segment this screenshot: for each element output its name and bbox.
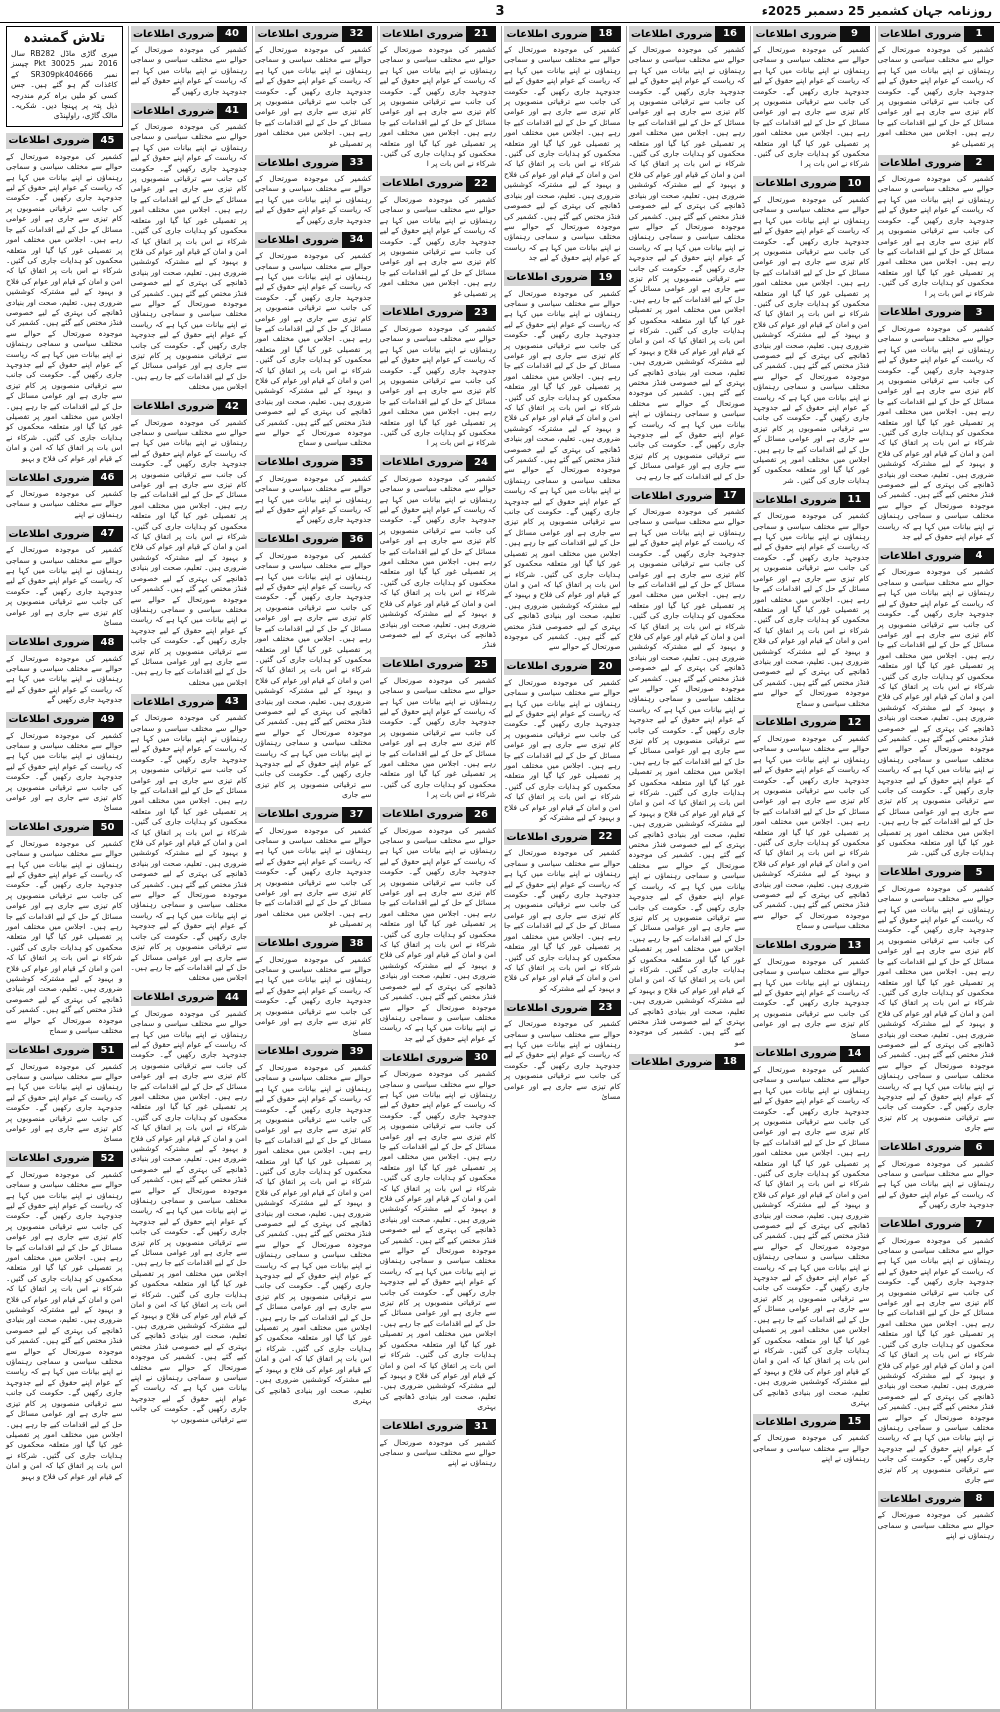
- notice-number: 35: [342, 455, 372, 471]
- notice-header: [6, 712, 123, 728]
- notice-item: [504, 26, 621, 264]
- notice-label: ضروری اطلاعات: [630, 490, 713, 502]
- notice-number: 13: [840, 938, 870, 954]
- notice-header: [131, 26, 248, 42]
- news-column: [501, 26, 623, 1712]
- notice-number: 15: [840, 1414, 870, 1430]
- notice-body: کشمیر کی موجودہ صورتحال کے حوالے سے مختلف سیاسی و سماجی رہنماؤں نے اپنے بیانات میں کہا ہے کہ ریاست کے عوام اپنے حقوق کے لیے جدوجہد جاری رکھیں گے۔ حکومت کی جانب سے ترقیاتی منصوبوں پر کام تیزی سے جاری ہے اور عوامی مسائ: [6, 545, 123, 628]
- notice-item: [504, 270, 621, 653]
- notice-number: 49: [93, 712, 123, 728]
- notice-item: [753, 715, 870, 932]
- notice-label: ضروری اطلاعات: [755, 940, 838, 952]
- notice-header: [255, 26, 372, 42]
- notice-header: [255, 936, 372, 952]
- notice-header: [255, 232, 372, 248]
- notice-body: کشمیر کی موجودہ صورتحال کے حوالے سے مختلف سیاسی و سماجی رہنماؤں نے اپنے بیانات میں کہا ہے کہ ریاست کے عوام اپنے حقوق کے لیے جدوجہد جاری رکھیں گے۔ حکومت کی جانب سے ترقیاتی منصوبوں پر کام تیزی سے جاری ہے اور عوامی مسائل کے حل کے لیے اقدامات کیے جا رہے ہیں۔ اجلاس میں مختلف امور پر تفصیلی غور کیا گیا اور متعلقہ محکموں کو ہدایات جاری کی گئیں۔ شرکاء نے اس بات پر اتفاق کیا کہ امن و امان کے قیام اور عوام کی فلاح و بہبود کے لیے مشترکہ کوششیں ضروری ہیں۔ تعلیم، صحت اور بنیادی ڈھانچے کی بہتری کے لیے خصوصی فنڈز مختص کیے گئے ہیں۔ کشمیر کی موجودہ صورتحال کے حوالے سے مختلف سیاسی و سماجی رہنماؤں نے اپنے بیانات میں کہا ہے کہ ریاست کے عوام اپنے حقوق کے لیے جدوجہد جاری رکھیں گے۔ حکومت کی جانب سے ترقیاتی منصوبوں پر کام تیزی سے جاری ہے اور عوامی مسائل کے حل کے لیے اقدامات کیے جا رہے ہیں۔ اجلاس میں مختلف: [130, 713, 247, 983]
- notice-label: ضروری اطلاعات: [755, 28, 838, 40]
- notice-label: ضروری اطلاعات: [381, 307, 464, 319]
- notice-label: ضروری اطلاعات: [257, 534, 340, 546]
- notice-number: 42: [217, 399, 247, 415]
- notice-label: ضروری اطلاعات: [8, 1153, 91, 1165]
- notice-number: 25: [466, 657, 496, 673]
- notice-item: [6, 470, 123, 520]
- notice-header: [753, 26, 870, 42]
- notice-number: 23: [466, 305, 496, 321]
- notice-item: [878, 26, 995, 149]
- news-column: [252, 26, 374, 1712]
- notice-header: [629, 26, 746, 42]
- notice-number: 38: [342, 936, 372, 952]
- notice-label: ضروری اطلاعات: [381, 1421, 464, 1433]
- notice-body: کشمیر کی موجودہ صورتحال کے حوالے سے مختلف سیاسی و سماجی رہنماؤں نے اپنے بیانات میں کہا ہے کہ ریاست کے عوام اپنے حقوق کے لیے جدوجہد جاری رکھیں گے۔ حکومت کی جانب سے ترقیاتی منصوبوں پر کام تیزی سے جاری ہے اور عوامی مسائل کے حل کے لیے اقدامات کیے جا رہے ہیں۔ اجلاس میں مختلف امور پر تفصیلی غور کیا گیا اور متعلقہ محکموں کو ہدایات جاری کی گئیں۔ شرکاء نے اس بات پر اتفاق کیا کہ امن و امان کے قیام اور عوام کی فلاح و بہبود کے لیے مشترکہ کوششیں ضروری ہیں۔ تعلیم، صحت اور بنیادی ڈھانچے کی بہتری کے لیے خصوصی فنڈز مختص کیے گئے ہیں۔ کشمیر کی موجودہ صورتحال کے حوالے سے مختلف سیاسی و سماجی رہنماؤں نے اپنے بیانات میں کہا ہے کہ ریاست کے عوام اپنے حقوق کے لیے جد: [504, 45, 621, 263]
- notice-number: 6: [964, 1140, 994, 1156]
- notice-number: 9: [840, 26, 870, 42]
- notice-label: ضروری اطلاعات: [257, 1046, 340, 1058]
- notice-label: ضروری اطلاعات: [257, 234, 340, 246]
- notice-label: ضروری اطلاعات: [879, 1142, 962, 1154]
- notice-body: کشمیر کی موجودہ صورتحال کے حوالے سے مختلف سیاسی و سماجی رہنماؤں نے اپنے بیانات میں کہا ہے کہ ریاست کے عوام اپنے حقوق کے لیے جدوجہد جاری رکھیں گے۔ حکومت کی جانب سے ترقیاتی منصوبوں پر کام تیزی سے جاری ہے اور عوامی مسائل کے حل کے لیے اقدامات کیے جا رہے ہیں۔ اجلاس میں مختلف امور پر تفصیلی غور کیا گیا اور متعلقہ محکموں کو ہدایات جاری کی گئیں۔ شرکاء نے اس بات پر اتفاق کیا کہ امن و امان کے قیام اور عوام کی فلاح و بہبود کے لیے مشترکہ کوششیں ضروری ہیں۔ تعلیم، صحت اور بنیادی ڈھانچے کی بہتری کے لیے خصوصی فنڈز مختص کیے گئے ہیں۔ کشمیر کی موجودہ صورتحال کے حوالے سے مختلف سیاسی و سماج: [753, 733, 870, 931]
- notice-header: [255, 1044, 372, 1060]
- notice-body: کشمیر کی موجودہ صورتحال کے حوالے سے مختلف سیاسی و سماجی رہنماؤں نے اپنے بیانات میں کہا ہے کہ ریاست کے عوام اپنے حقوق کے لیے جدوجہد جاری رکھیں گے۔ حکومت کی جانب سے ترقیاتی منصوبوں پر کام تیزی سے جاری ہے اور عوامی مسائل کے حل کے لیے اقدامات کیے جا رہے ہیں۔ اجلاس میں مختلف امور پر تفصیلی غور کیا گیا اور متعلقہ محکموں کو ہدایات جاری کی گئیں۔ شرکاء نے اس بات پر اتفاق کیا کہ امن و امان کے قیام اور عوام کی فلاح و بہبود کے لیے مشترکہ کوششیں ضروری ہیں۔ تعلیم، صحت اور بنیادی ڈھانچے کی بہتری کے لیے خصوصی فنڈز مختص کیے گئے ہیں۔ کشمیر کی موجودہ صورتحال کے حوالے سے مختلف سیاسی و سماج: [6, 838, 123, 1036]
- notice-header: [629, 1054, 746, 1070]
- notice-body: کشمیر کی موجودہ صورتحال کے حوالے سے مختلف سیاسی و سماجی رہنماؤں نے اپنے بیانات میں کہا ہے کہ ریاست کے عوام اپنے حقوق کے لیے جدوجہد جاری رکھیں گے۔ حکومت کی جانب سے ترقیاتی منصوبوں پر کام تیزی سے جاری ہے اور عوامی مسائل کے حل کے لیے اقدامات کیے جا رہے ہیں۔ اجلاس میں مختلف امور پر تفصیلی غور کیا گیا اور متعلقہ محکموں کو ہدایات جاری کی گئیں۔ شرکاء نے اس بات پر اتفاق کیا کہ امن و امان کے قیام اور عوام کی فلاح و بہبود کے لیے مشترکہ کوششیں ضروری ہیں۔ تعلیم، صحت اور بنیادی ڈھانچے کی بہتری کے لیے خصوصی فنڈز مختص کیے گئے ہیں۔ کشمیر کی موجودہ صورتحال کے حوالے سے مختلف سیاسی و سماجی رہنماؤں نے اپنے بیانات میں کہا ہے کہ ریاست کے عوام اپنے حقوق کے لیے جد: [379, 825, 496, 1043]
- notice-label: ضروری اطلاعات: [755, 1416, 838, 1428]
- notice-number: 45: [93, 133, 123, 149]
- page-number: 3: [495, 3, 505, 19]
- notice-number: 16: [715, 26, 745, 42]
- notice-number: 20: [591, 659, 621, 675]
- notice-header: [878, 1217, 995, 1233]
- notice-item: [6, 635, 123, 706]
- notice-body: کشمیر کی موجودہ صورتحال کے حوالے سے مختلف سیاسی و سماجی رہنماؤں نے اپنے: [877, 1510, 994, 1541]
- notice-body: کشمیر کی موجودہ صورتحال کے حوالے سے مختلف سیاسی و سماجی رہنماؤں نے اپنے بیانات میں کہا ہے کہ ریاست کے عوام اپنے حقوق کے لیے جدوجہد جاری رکھیں گے۔ حکومت کی جانب سے ترقیاتی منصوبوں پر کام تیزی سے جاری ہے اور عوامی مسائل کے حل کے لیے اقدامات کیے جا رہے ہیں۔ اجلاس میں مختلف امور پر تفصیلی غور کیا گیا اور متعلقہ محکموں کو ہدایات جاری کی گئیں۔ شرکاء نے اس بات پر اتفاق کیا کہ امن و امان کے قیام اور عوام کی فلاح و بہبود کے لیے مشترکہ کوششیں ضروری ہیں۔ تعلیم، صحت اور بنیادی ڈھانچے کی بہتری کے لیے خصوصی فنڈز مختص کیے گئے ہیں۔ کشمیر کی موجودہ صورتحال کے حوالے سے مختلف سیاسی و سماجی رہنماؤں نے اپنے بیانات میں کہا ہے کہ ریاست کے عوام اپنے حقوق کے لیے جدوجہد جاری رکھیں گے۔ حکومت کی جانب سے ترقیاتی منصوبوں پر کام تیزی سے جاری ہے اور عوامی مسائل کے حل کے لیے اقدامات کیے جا رہے ہیں۔ اجلاس میں مختلف امور پر تفصیلی غور کیا گیا اور متعلقہ محکموں کو ہدایات جاری کی گئیں۔ شرکاء نے اس بات پر اتفاق کیا کہ امن و امان کے قیام اور عوام کی فلاح و بہبود کے لیے مشترکہ کوششیں ضروری ہیں۔ تعلیم، صحت اور بنیادی ڈھانچے کی بہتری: [255, 1062, 372, 1405]
- notice-body: کشمیر کی موجودہ صورتحال کے حوالے سے مختلف سیاسی و سماجی رہنماؤں نے اپنے بیانات میں کہا ہے کہ ریاست کے عوام اپنے حقوق کے لیے جدوجہد جاری رکھیں گے۔ حکومت کی جانب سے ترقیاتی منصوبوں پر کام تیزی سے جاری ہے اور عوامی مسائل کے حل کے لیے اقدامات کیے جا رہے ہیں۔ اجلاس میں مختلف امور پر تفصیلی غور کیا گیا اور متعلقہ محکموں کو ہدایات جاری کی گئیں۔ شرکاء نے اس بات پر اتفاق کیا کہ امن و امان کے قیام اور عوام کی فلاح و بہبود کے لیے مشترکہ کوششیں ضروری ہیں۔ تعلیم، صحت اور بنیادی ڈھانچے کی بہتری کے لیے خصوصی فنڈز مختص کیے گئے ہیں۔ کشمیر کی موجودہ صورتحال کے حوالے سے مختلف سیاسی و سماجی رہنماؤں نے اپنے بیانات میں کہا ہے کہ ریاست کے عوام اپنے حقوق کے لیے جدوجہد جاری رکھیں گے۔ حکومت کی جانب سے ترقیاتی منصوبوں پر کام تیزی سے جاری ہے اور عوامی مسائل کے حل کے لیے اقدامات کیے جا رہے ہیں۔ اجلاس میں مختلف امور پر تفصیلی غور کیا گیا اور متعلقہ محکموں کو ہدایات جاری کی گئیں۔ شرکاء نے اس بات پر اتفاق کیا کہ امن و امان کے قیام اور عوام کی فلاح و بہبود کے لیے مشترکہ کوششیں ضروری ہیں۔ تعلیم، صحت اور بنیادی ڈھانچے کی بہتری: [379, 1069, 496, 1412]
- notice-number: 19: [591, 270, 621, 286]
- notice-header: [255, 532, 372, 548]
- notice-item: [878, 865, 995, 1134]
- notice-label: ضروری اطلاعات: [381, 178, 464, 190]
- notice-label: ضروری اطلاعات: [8, 528, 91, 540]
- notice-label: ضروری اطلاعات: [879, 157, 962, 169]
- notice-number: 36: [342, 532, 372, 548]
- notice-body: کشمیر کی موجودہ صورتحال کے حوالے سے مختلف سیاسی و سماجی رہنماؤں نے اپنے بیانات میں کہا ہے کہ ریاست کے عوام اپنے حقوق کے لیے جدوجہد جاری رکھیں گے۔ حکومت کی جانب سے ترقیاتی منصوبوں پر کام تیزی سے جاری ہے اور عوامی مسائل کے حل کے لیے اقدامات کیے جا رہے ہیں۔ اجلاس میں مختلف امور پر تفصیلی غو: [255, 45, 372, 148]
- notice-item: [753, 26, 870, 170]
- notice-item: [380, 1419, 497, 1469]
- notice-body: کشمیر کی موجودہ صورتحال کے حوالے سے مختلف سیاسی و سماجی رہنماؤں نے اپنے بیانات میں کہا ہے کہ ریاست کے عوام اپنے حقوق کے لیے جدوجہد جاری رکھیں گے۔ حکومت کی جانب سے ترقیاتی منصوبوں پر کام تیزی سے جاری ہے اور عوامی مسائ: [255, 954, 372, 1037]
- notice-body: کشمیر کی موجودہ صورتحال کے حوالے سے مختلف سیاسی و سماجی رہنماؤں نے اپنے بیانات میں کہا ہے کہ ریاست کے عوام اپنے حقوق کے لیے جدوجہد جاری رکھیں گے۔ حکومت کی جانب سے ترقیاتی منصوبوں پر کام تیزی سے جاری ہے اور عوامی مسائل کے حل کے لیے اقدامات کیے جا رہے ہیں۔ اجلاس میں مختلف امور پر تفصیلی غور کیا گیا اور متعلقہ محکموں کو ہدایات جاری کی گئیں۔ شرکاء نے اس بات پر اتفاق کیا کہ امن و امان کے قیام اور عوام کی فلاح و بہبود کے لیے مشترکہ کوششیں ضروری ہیں۔ تعلیم، صحت اور بنیادی ڈھانچے کی بہتری کے لیے خصوصی فنڈز مختص کیے گئے ہیں۔ کشمیر کی موجودہ صورتحال کے حوالے سے مختلف سیاسی و سماجی رہنماؤں نے اپنے بیانات میں کہا ہے کہ ریاست کے عوام اپنے حقوق کے لیے جدوجہد جاری رکھیں گے۔ حکومت کی جانب سے ترقیاتی منصوبوں پر کام تیزی سے جاری ہے اور عوامی مسائل کے حل کے لیے اقدامات کیے جا رہے ہیں۔ اجلاس میں مختلف: [130, 122, 247, 392]
- notice-body: کشمیر کی موجودہ صورتحال کے حوالے سے مختلف سیاسی و سماجی رہنماؤں نے اپنے بیانات میں کہا ہے کہ ریاست کے عوام اپنے حقوق کے لیے جدوجہد جاری رکھیں گے۔ حکومت کی جانب سے ترقیاتی منصوبوں پر کام تیزی سے جاری ہے اور عوامی مسائل کے حل کے لیے اقدامات کیے جا رہے ہیں۔ اجلاس میں مختلف امور پر تفصیلی غور کیا گیا اور متعلقہ محکموں کو ہدایات جاری کی گئیں۔ شرکاء نے اس بات پر اتفاق کیا کہ امن و امان کے قیام اور عوام کی فلاح و بہبود کے لیے مشترکہ کوششیں ضروری ہیں۔ تعلیم، صحت اور بنیادی ڈھانچے کی بہتری کے لیے خصوصی فنڈز مختص کیے گئے ہیں۔ کشمیر کی موجودہ صورتحال کے حوالے سے مختلف سیاسی و سماجی رہنماؤں نے اپنے بیانات میں کہا ہے کہ ریاست کے عوام اپنے حقوق کے لیے جدوجہد جاری رکھیں گے۔ حکومت کی جانب سے ترقیاتی منصوبوں پر کام تیزی سے جاری: [877, 1235, 994, 1484]
- notice-body: کشمیر کی موجودہ صورتحال کے حوالے سے مختلف سیاسی و سماجی رہنماؤں نے اپنے بیانات میں کہا ہے کہ ریاست کے عوام اپنے حقوق کے لیے جدوجہد جاری رکھیں گے۔ حکومت کی جانب سے ترقیاتی منصوبوں پر کام تیزی سے جاری ہے اور عوامی مسائل کے حل کے لیے اقدامات کیے جا رہے ہیں۔ اجلاس میں مختلف امور پر تفصیلی غو: [255, 825, 372, 929]
- notice-number: 12: [840, 715, 870, 731]
- notice-header: [380, 455, 497, 471]
- notice-body: کشمیر کی موجودہ صورتحال کے حوالے سے مختلف سیاسی و سماجی رہنماؤں نے اپنے: [6, 489, 123, 519]
- notice-number: 30: [466, 1050, 496, 1066]
- lost-notice-box: [6, 26, 123, 127]
- notice-label: ضروری اطلاعات: [381, 809, 464, 821]
- notice-header: [504, 1000, 621, 1016]
- news-column: [377, 26, 499, 1712]
- notice-item: [255, 1044, 372, 1406]
- notice-body: کشمیر کی موجودہ صورتحال کے حوالے سے مختلف سیاسی و سماجی رہنماؤں نے اپنے بیانات میں کہا ہے کہ ریاست کے عوام اپنے حقوق کے لیے جدوجہد جاری رکھیں گے۔ حکومت کی جانب سے ترقیاتی منصوبوں پر کام تیزی سے جاری ہے اور عوامی مسائل کے حل کے لیے اقدامات کیے جا رہے ہیں۔ اجلاس میں مختلف امور پر تفصیلی غور کیا گیا اور متعلقہ محکموں کو ہدایات جاری کی گئیں۔ شرکاء نے اس بات پر اتفاق کیا کہ امن و امان کے قیام اور عوام کی فلاح و بہبود کے لیے مشترکہ کوششیں ضروری ہیں۔ تعلیم، صحت اور بنیادی ڈھانچے کی بہتری کے لیے خصوصی فنڈز مختص کیے گئے ہیں۔ کشمیر کی موجودہ صورتحال کے حوالے سے مختلف سیاسی و سماجی رہنماؤں نے اپنے بیانات میں کہا ہے کہ ریاست کے عوام اپنے حقوق کے لیے جدوجہد جاری رکھیں گے۔ حکومت کی جانب سے ترقیاتی منصوبوں پر کام تیزی سے جاری ہے اور عوامی مسائل کے حل کے لیے اقدامات کیے جا رہے ہیں۔ اجلاس میں مختلف امور پر تفصیلی غور کیا گیا اور متعلقہ محکموں کو ہدایات جاری کی گئیں۔ شرکاء نے اس بات پر اتفاق کیا کہ امن و امان کے قیام اور عوام کی فلاح و بہبود کے لیے مشترکہ کوششیں ضروری ہیں۔ تعلیم، صحت اور بنیادی ڈھانچے کی بہتری کے لیے خصوصی فنڈز مختص کیے گئے ہیں۔ کشمیر کی موجودہ صورتحال کے حوالے سے: [504, 288, 621, 652]
- lost-notice-text: میری گاڑی ماڈل RB282 سال 2016 نمبر Pkt 30025 چیسز نمبر SR309pk404666 کے کاغذات گم ہو گئے ہیں۔ جس کسی کو ملیں براہ کرم مندرجہ ذیل پتہ پر پہنچا دیں۔ شکریہ۔ مالک گاڑی، راولپنڈی: [11, 49, 118, 121]
- notice-item: [380, 1050, 497, 1412]
- notice-number: 52: [93, 1151, 123, 1167]
- notice-header: [753, 492, 870, 508]
- notice-item: [878, 1491, 995, 1541]
- notice-item: [255, 532, 372, 801]
- notice-label: ضروری اطلاعات: [381, 457, 464, 469]
- notice-label: ضروری اطلاعات: [132, 28, 215, 40]
- notice-item: [380, 176, 497, 299]
- notice-label: ضروری اطلاعات: [506, 28, 589, 40]
- notice-number: 44: [217, 990, 247, 1006]
- notice-header: [380, 807, 497, 823]
- notice-label: ضروری اطلاعات: [381, 659, 464, 671]
- notice-header: [131, 990, 248, 1006]
- notice-label: ضروری اطلاعات: [879, 867, 962, 879]
- notice-label: ضروری اطلاعات: [879, 307, 962, 319]
- notice-header: [878, 155, 995, 171]
- notice-body: کشمیر کی موجودہ صورتحال کے حوالے سے مختلف سیاسی و سماجی رہنماؤں نے اپنے بیانات میں کہا ہے کہ ریاست کے عوام اپنے حقوق کے لیے جدوجہد جاری رکھیں گے۔ حکومت کی جانب سے ترقیاتی منصوبوں پر کام تیزی سے جاری ہے اور عوامی مسائل کے حل کے لیے اقدامات کیے جا رہے ہیں۔ اجلاس میں مختلف امور پر تفصیلی غور کیا گیا اور متعلقہ محکموں کو ہدایات جاری کی گئیں۔ شرکاء نے اس بات پر اتفاق کیا کہ امن و امان کے قیام اور عوام کی فلاح و بہبود کے لیے مشترکہ کوششیں ضروری ہیں۔ تعلیم، صحت اور بنیادی ڈھانچے کی بہتری کے لیے خصوصی فنڈز مختص کیے گئے ہیں۔ کشمیر کی موجودہ صورتحال کے حوالے سے مختلف سیاسی و سماجی رہنماؤں نے اپنے بیانات میں کہا ہے کہ ریاست کے عوام اپنے حقوق کے لیے جدوجہد جاری رکھیں گے۔ حکومت کی جانب سے ترقیاتی منصوبوں پر کام تیزی سے جاری: [255, 550, 372, 800]
- notice-header: [380, 305, 497, 321]
- notice-number: 14: [840, 1046, 870, 1062]
- notice-item: [753, 938, 870, 1040]
- notice-body: کشمیر کی موجودہ صورتحال کے حوالے سے مختلف سیاسی و سماجی رہنماؤں نے اپنے بیانات میں کہا ہے کہ ریاست کے عوام اپنے حقوق کے لیے جدوجہد جاری رکھیں گے۔ حکومت کی جانب سے ترقیاتی منصوبوں پر کام تیزی سے جاری ہے اور عوامی مسائل کے حل کے لیے اقدامات کیے جا رہے ہیں۔ اجلاس میں مختلف امور پر تفصیلی غور کیا گیا اور متعلقہ محکموں کو ہدایات جاری کی گئیں۔ شرکاء نے اس بات پر اتفاق کیا کہ امن و امان کے قیام اور عوام کی فلاح و بہبود کے لیے مشترکہ کوششیں ضروری ہیں۔ تعلیم، صحت اور بنیادی ڈھانچے کی بہتری کے لیے خصوصی فنڈز: [379, 473, 496, 650]
- notice-header: [753, 176, 870, 192]
- notice-header: [504, 270, 621, 286]
- notice-label: ضروری اطلاعات: [506, 1002, 589, 1014]
- notice-header: [6, 470, 123, 486]
- notice-header: [6, 820, 123, 836]
- notice-number: 26: [466, 807, 496, 823]
- notice-number: 32: [342, 26, 372, 42]
- notice-number: 46: [93, 470, 123, 486]
- notice-body: کشمیر کی موجودہ صورتحال کے حوالے سے مختلف سیاسی و سماجی رہنماؤں نے اپنے بیانات میں کہا ہے کہ ریاست کے عوام اپنے حقوق کے لیے جدوجہد جاری رکھیں گے۔ حکومت کی جانب سے ترقیاتی منصوبوں پر کام تیزی سے جاری ہے اور عوامی مسائل کے حل کے لیے اقدامات کیے جا رہے ہیں۔ اجلاس میں مختلف امور پر تفصیلی غور کیا گیا اور متعلقہ محکموں کو ہدایات جاری کی گئیں۔ شرکاء نے اس بات پر اتفاق کیا کہ امن و امان کے قیام اور عوام کی فلاح و بہبود کے لیے مشترکہ کو: [504, 677, 621, 823]
- notice-body: کشمیر کی موجودہ صورتحال کے حوالے سے مختلف سیاسی و سماجی رہنماؤں نے اپنے بیانات میں کہا ہے کہ ریاست کے عوام اپنے حقوق کے لیے جدوجہد جاری رکھیں گے۔ حکومت کی جانب سے ترقیاتی منصوبوں پر کام تیزی سے جاری ہے اور عوامی مسائل کے حل کے لیے اقدامات کیے جا رہے ہیں۔ اجلاس میں مختلف امور پر تفصیلی غور کیا گیا اور متعلقہ محکموں کو ہدایات جاری کی گئیں۔ شرکاء نے اس بات پر ا: [379, 675, 496, 800]
- notice-header: [878, 26, 995, 42]
- notice-body: کشمیر کی موجودہ صورتحال کے حوالے سے مختلف سیاسی و سماجی رہنماؤں نے اپنے بیانات میں کہا ہے کہ ریاست کے عوام اپنے حقوق کے لیے جدوجہد جاری رکھیں گے۔ حکومت کی جانب سے ترقیاتی منصوبوں پر کام تیزی سے جاری ہے اور عوامی مسائل کے حل کے لیے اقدامات کیے جا رہے ہیں۔ اجلاس میں مختلف امور پر تفصیلی غور کیا گیا اور متعلقہ محکموں کو ہدایات جاری کی گئیں۔ شرکاء نے اس بات پر اتفاق کیا کہ امن و امان کے قیام اور عوام کی فلاح و بہبود کے لیے مشترکہ کوششیں ضروری ہیں۔ تعلیم، صحت اور بنیادی ڈھانچے کی بہتری کے لیے خصوصی فنڈز مختص کیے گئے ہیں۔ کشمیر کی موجودہ صورتحال کے حوالے سے مختلف سیاسی و سماجی رہنماؤں نے اپنے بیانات میں کہا ہے کہ ریاست کے عوام اپنے حقوق کے لیے جد: [877, 323, 994, 542]
- notice-label: ضروری اطلاعات: [755, 494, 838, 506]
- notice-number: 22: [466, 176, 496, 192]
- notice-item: [131, 694, 248, 984]
- notice-body: کشمیر کی موجودہ صورتحال کے حوالے سے مختلف سیاسی و سماجی رہنماؤں نے اپنے بیانات میں کہا ہے کہ ریاست کے عوام اپنے حقوق کے لیے جدوجہد جاری رکھیں گے۔ حکومت کی جانب سے ترقیاتی منصوبوں پر کام تیزی سے جاری ہے اور عوامی مسائل کے حل کے لیے اقدامات کیے جا رہے ہیں۔ اجلاس میں مختلف امور پر تفصیلی غور کیا گیا اور متعلقہ محکموں کو ہدایات جاری کی گئیں۔ شرکاء نے اس بات پر ا: [379, 323, 496, 448]
- notice-label: ضروری اطلاعات: [506, 272, 589, 284]
- notice-item: [6, 712, 123, 814]
- notice-item: [255, 455, 372, 526]
- notice-number: 41: [217, 103, 247, 119]
- notice-body: کشمیر کی موجودہ صورتحال کے حوالے سے مختلف سیاسی و سماجی رہنماؤں نے اپنے بیانات میں کہا ہے کہ ریاست کے عوام اپنے حقوق کے لیے جدوجہد جاری رکھیں گے۔ حکومت کی جانب سے ترقیاتی منصوبوں پر کام تیزی سے جاری ہے اور عوامی مسائل کے حل کے لیے اقدامات کیے جا رہے ہیں۔ اجلاس میں مختلف امور پر تفصیلی غور کیا گیا اور متعلقہ محکموں کو ہدایات جاری کی گئیں۔ شرکاء نے اس بات پر اتفاق کیا کہ امن و امان کے قیام اور عوام کی فلاح و بہبود کے لیے مشترکہ کوششیں ضروری ہیں۔ تعلیم، صحت اور بنیادی ڈھانچے کی بہتری کے لیے خصوصی فنڈز مختص کیے گئے ہیں۔ کشمیر کی موجودہ صورتحال کے حوالے سے مختلف سیاسی و سماجی رہنماؤں نے اپنے بیانات میں کہا ہے کہ ریاست کے عوام اپنے حقوق کے لیے جدوجہد جاری رکھیں گے۔ حکومت کی جانب سے ترقیاتی منصوبوں پر کام تیزی سے جاری ہے اور عوامی مسائل کے حل کے لیے اقدامات کیے جا رہے ہیں۔ اجلاس میں مختلف امور پر تفصیلی غور کیا گیا اور متعلقہ محکموں کو ہدایات جاری کی گئیں۔ شر: [877, 567, 994, 858]
- notice-body: کشمیر کی موجودہ صورتحال کے حوالے سے مختلف سیاسی و سماجی رہنماؤں نے اپنے بیانات میں کہا ہے کہ ریاست کے عوام اپنے حقوق کے لیے جدوجہد جاری رکھیں گے۔ حکومت کی جانب سے ترقیاتی منصوبوں پر کام تیزی سے جاری ہے اور عوامی مسائل کے حل کے لیے اقدامات کیے جا رہے ہیں۔ اجلاس میں مختلف امور پر تفصیلی غور کیا گیا اور متعلقہ محکموں کو ہدایات جاری کی گئیں۔ شرکاء نے اس بات پر اتفاق کیا کہ امن و امان کے قیام اور عوام کی فلاح و بہبود کے لیے مشترکہ کوششیں ضروری ہیں۔ تعلیم، صحت اور بنیادی ڈھانچے کی بہتری کے لیے خصوصی فنڈز مختص کیے گئے ہیں۔ کشمیر کی موجودہ صورتحال کے حوالے سے مختلف سیاسی و سماجی رہنماؤں نے اپنے بیانات میں کہا ہے کہ ریاست کے عوام اپنے حقوق کے لیے جدوجہد جاری رکھیں گے۔ حکومت کی جانب سے ترقیاتی منصوبوں پر کام تیزی سے جاری: [877, 883, 994, 1133]
- notice-item: [753, 1414, 870, 1464]
- notice-body: کشمیر کی موجودہ صورتحال کے حوالے سے مختلف سیاسی و سماجی رہنماؤں نے اپنے بیانات میں کہا ہے کہ ریاست کے عوام اپنے حقوق کے لیے جدوجہد جاری رکھیں گے۔ حکومت کی جانب سے ترقیاتی منصوبوں پر کام تیزی سے جاری ہے اور عوامی مسائل کے حل کے لیے اقدامات کیے جا رہے ہیں۔ اجلاس میں مختلف امور پر تفصیلی غو: [379, 194, 496, 298]
- notice-number: 4: [964, 548, 994, 564]
- notice-item: [255, 26, 372, 149]
- notice-item: [255, 232, 372, 449]
- notice-number: 37: [342, 807, 372, 823]
- notice-number: 11: [840, 492, 870, 508]
- notice-number: 5: [964, 865, 994, 881]
- notice-body: کشمیر کی موجودہ صورتحال کے حوالے سے مختلف سیاسی و سماجی رہنماؤں نے اپنے بیانات میں کہا ہے کہ ریاست کے عوام اپنے حقوق کے لیے جدوجہد جاری رکھیں گے۔ حکومت کی جانب سے ترقیاتی منصوبوں پر کام تیزی سے جاری ہے اور عوامی مسائل کے حل کے لیے اقدامات کیے جا رہے ہیں۔ اجلاس میں مختلف امور پر تفصیلی غور کیا گیا اور متعلقہ محکموں کو ہدایات جاری کی گئیں۔ شرکاء نے اس بات پر اتفاق کیا کہ امن و امان کے قیام اور عوام کی فلاح و بہبود کے لیے مشترکہ کوششیں ضروری ہیں۔ تعلیم، صحت اور بنیادی ڈھانچے کی بہتری کے لیے خصوصی فنڈز مختص کیے گئے ہیں۔ کشمیر کی موجودہ صورتحال کے حوالے سے مختلف سیاسی و سماجی رہنماؤں نے اپنے بیانات میں کہا ہے کہ ریاست کے عوام اپنے حقوق کے لیے جدوجہد جاری رکھیں گے۔ حکومت کی جانب سے ترقیاتی منصوبوں پر کام تیزی سے جاری ہے اور عوامی مسائل کے حل کے لیے اقدامات کیے جا رہے ہیں۔ اجلاس میں مختلف امور پر تفصیلی غور کیا گیا اور متعلقہ محکموں کو ہدایات جاری کی گئیں۔ شرکاء نے اس بات پر اتفاق کیا کہ امن و امان کے قیام اور عوام کی فلاح و بہبو: [6, 151, 123, 463]
- notice-item: [753, 176, 870, 486]
- notice-label: ضروری اطلاعات: [381, 28, 464, 40]
- notice-header: [6, 1151, 123, 1167]
- notice-header: [255, 807, 372, 823]
- notice-number: 8: [964, 1491, 994, 1507]
- notice-item: [255, 936, 372, 1038]
- news-column: [626, 26, 748, 1712]
- notice-label: ضروری اطلاعات: [755, 717, 838, 729]
- notice-item: [629, 1054, 746, 1070]
- notice-header: [878, 305, 995, 321]
- notice-body: کشمیر کی موجودہ صورتحال کے حوالے سے مختلف سیاسی و سماجی رہنماؤں نے اپنے بیانات میں کہا ہے کہ ریاست کے عوام اپنے حقوق کے لیے جدوجہد جاری رکھیں گے۔ حکومت کی جانب سے ترقیاتی منصوبوں پر کام تیزی سے جاری ہے اور عوامی مسائل کے حل کے لیے اقدامات کیے جا رہے ہیں۔ اجلاس میں مختلف امور پر تفصیلی غو: [877, 45, 994, 148]
- notice-number: 23: [591, 1000, 621, 1016]
- notice-header: [629, 488, 746, 504]
- masthead-date: روزنامہ جہان کشمیر 25 دسمبر 2025ء: [761, 4, 992, 18]
- notice-number: 2: [964, 155, 994, 171]
- notice-body: کشمیر کی موجودہ صورتحال کے حوالے سے مختلف سیاسی و سماجی رہنماؤں نے اپنے بیانات میں کہا ہے کہ ریاست کے عوام اپنے حقوق کے لیے جدوجہد جاری رکھیں گے۔ حکومت کی جانب سے ترقیاتی منصوبوں پر کام تیزی سے جاری ہے اور عوامی مسائل کے حل کے لیے اقدامات کیے جا رہے ہیں۔ اجلاس میں مختلف امور پر تفصیلی غور کیا گیا اور متعلقہ محکموں کو ہدایات جاری کی گئیں۔ شرکاء نے اس بات پر اتفاق کیا کہ امن و امان کے قیام اور عوام کی فلاح و بہبود کے لیے مشترکہ کوششیں ضروری ہیں۔ تعلیم، صحت اور بنیادی ڈھانچے کی بہتری کے لیے خصوصی فنڈز مختص کیے گئے ہیں۔ کشمیر کی موجودہ صورتحال کے حوالے سے مختلف سیاسی و سماج: [255, 251, 372, 448]
- notice-label: ضروری اطلاعات: [506, 661, 589, 673]
- notice-header: [131, 694, 248, 710]
- notice-body: کشمیر کی موجودہ صورتحال کے حوالے سے مختلف سیاسی و سماجی رہنماؤں نے اپنے بیانات میں کہا ہے کہ ریاست کے عوام اپنے حقوق کے لیے جدوجہد جاری رکھیں گے۔ حکومت کی جانب سے ترقیاتی منصوبوں پر کام تیزی سے جاری ہے اور عوامی مسائل کے حل کے لیے اقدامات کیے جا رہے ہیں۔ اجلاس میں مختلف امور پر تفصیلی غور کیا گیا اور متعلقہ محکموں کو ہدایات جاری کی گئیں۔ شرکاء نے اس بات پر ا: [379, 45, 496, 169]
- notice-number: 21: [466, 26, 496, 42]
- notice-body: کشمیر کی موجودہ صورتحال کے حوالے سے مختلف سیاسی و سماجی رہنماؤں نے اپنے بیانات میں کہا ہے کہ ریاست کے عوام اپنے حقوق کے لیے جدوجہد جاری رکھیں گے۔ حکومت کی جانب سے ترقیاتی منصوبوں پر کام تیزی سے جاری ہے اور عوامی مسائل کے حل کے لیے اقدامات کیے جا رہے ہیں۔ اجلاس میں مختلف امور پر تفصیلی غور کیا گیا اور متعلقہ محکموں کو ہدایات جاری کی گئیں۔ شرکاء نے اس بات پر اتفاق کیا کہ امن و امان کے قیام اور عوام کی فلاح و بہبود کے لیے مشترکہ کو: [504, 848, 621, 993]
- notice-body: کشمیر کی موجودہ صورتحال کے حوالے سے مختلف سیاسی و سماجی رہنماؤں نے اپنے بیانات میں کہا ہے کہ ریاست کے عوام اپنے حقوق کے لیے جدوجہد جاری رکھیں گے: [130, 45, 247, 96]
- notice-label: ضروری اطلاعات: [257, 938, 340, 950]
- notice-header: [380, 657, 497, 673]
- notice-item: [6, 820, 123, 1037]
- notice-number: 17: [715, 488, 745, 504]
- notice-header: [878, 1140, 995, 1156]
- notice-header: [753, 715, 870, 731]
- notice-item: [131, 990, 248, 1425]
- notice-number: 10: [840, 176, 870, 192]
- notice-item: [504, 1000, 621, 1102]
- notice-body: کشمیر کی موجودہ صورتحال کے حوالے سے مختلف سیاسی و سماجی رہنماؤں نے اپنے بیانات میں کہا ہے کہ ریاست کے عوام اپنے حقوق کے لیے جدوجہد جاری رکھیں گے۔ حکومت کی جانب سے ترقیاتی منصوبوں پر کام تیزی سے جاری ہے اور عوامی مسائل کے حل کے لیے اقدامات کیے جا رہے ہیں۔ اجلاس میں مختلف امور پر تفصیلی غور کیا گیا اور متعلقہ محکموں کو ہدایات جاری کی گئیں۔ شرکاء نے اس بات پر اتفاق کیا کہ امن و امان کے قیام اور عوام کی فلاح و بہبود کے لیے مشترکہ کوششیں ضروری ہیں۔ تعلیم، صحت اور بنیادی ڈھانچے کی بہتری کے لیے خصوصی فنڈز مختص کیے گئے ہیں۔ کشمیر کی موجودہ صورتحال کے حوالے سے مختلف سیاسی و سماجی رہنماؤں نے اپنے بیانات میں کہا ہے کہ ریاست کے عوام اپنے حقوق کے لیے جدوجہد جاری رکھیں گے۔ حکومت کی جانب سے ترقیاتی منصوبوں پر کام تیزی سے جاری ہے اور عوامی مسائل کے حل کے لیے اقدامات کیے جا رہے ہیں۔ اجلاس میں مختلف امور پر تفصیلی غور کیا گیا اور متعلقہ محکموں کو ہدایات جاری کی گئیں۔ شر: [753, 194, 870, 485]
- notice-label: ضروری اطلاعات: [755, 1048, 838, 1060]
- notice-item: [878, 305, 995, 543]
- news-column: [4, 26, 125, 1712]
- notice-item: [878, 548, 995, 858]
- notice-header: [380, 1419, 497, 1435]
- notice-item: [878, 155, 995, 299]
- notice-header: [131, 103, 248, 119]
- notice-label: ضروری اطلاعات: [257, 157, 340, 169]
- notice-label: ضروری اطلاعات: [506, 831, 589, 843]
- notice-header: [6, 1043, 123, 1059]
- notice-body: کشمیر کی موجودہ صورتحال کے حوالے سے مختلف سیاسی و سماجی رہنماؤں نے اپنے بیانات میں کہا ہے کہ ریاست کے عوام اپنے حقوق کے لیے جدوجہد جاری رکھیں گے: [877, 1158, 994, 1210]
- notice-header: [504, 26, 621, 42]
- notice-label: ضروری اطلاعات: [132, 696, 215, 708]
- notice-body: کشمیر کی موجودہ صورتحال کے حوالے سے مختلف سیاسی و سماجی رہنماؤں نے اپنے بیانات میں کہا ہے کہ ریاست کے عوام اپنے حقوق کے لیے جدوجہد جاری رکھیں گے۔ حکومت کی جانب سے ترقیاتی منصوبوں پر کام تیزی سے جاری ہے اور عوامی مسائ: [6, 730, 123, 813]
- notice-number: 50: [93, 820, 123, 836]
- notice-body: کشمیر کی موجودہ صورتحال کے حوالے سے مختلف سیاسی و سماجی رہنماؤں نے اپنے بیانات میں کہا ہے کہ ریاست کے عوام اپنے حقوق کے لیے جدوجہد جاری رکھیں گے۔ حکومت کی جانب سے ترقیاتی منصوبوں پر کام تیزی سے جاری ہے اور عوامی مسائل کے حل کے لیے اقدامات کیے جا رہے ہیں۔ اجلاس میں مختلف امور پر تفصیلی غور کیا گیا اور متعلقہ محکموں کو ہدایات جاری کی گئیں۔ شرکاء نے اس بات پر اتفاق کیا کہ امن و امان کے قیام اور عوام کی فلاح و بہبود کے لیے مشترکہ کوششیں ضروری ہیں۔ تعلیم، صحت اور بنیادی ڈھانچے کی بہتری کے لیے خصوصی فنڈز مختص کیے گئے ہیں۔ کشمیر کی موجودہ صورتحال کے حوالے سے مختلف سیاسی و سماجی رہنماؤں نے اپنے بیانات میں کہا ہے کہ ریاست کے عوام اپنے حقوق کے لیے جدوجہد جاری رکھیں گے۔ حکومت کی جانب سے ترقیاتی منصوبوں پر کام تیزی سے جاری ہے اور عوامی مسائل کے حل کے لیے اقدامات کیے جا رہے ہیں۔ اجلاس میں مختلف امور پر تفصیلی غور کیا گیا اور متعلقہ محکموں کو ہدایات جاری کی گئیں۔ شرکاء نے اس بات پر اتفاق کیا کہ امن و امان کے قیام اور عوام کی فلاح و بہبود کے لیے مشترکہ کوششیں ضروری ہیں۔ تعلیم، صحت اور بنیادی ڈھانچے کی بہتری کے لیے خصوصی فنڈز مختص کیے گئے ہیں۔ کشمیر کی موجودہ صورتحال کے حوالے سے مختلف سیاسی و سماجی رہنماؤں نے اپنے بیانات میں کہا ہے کہ ریاست کے عوام اپنے حقوق کے لیے جدوجہد جاری رکھیں گے۔ حکومت کی جانب سے ترقیاتی منصوبوں پر کام تیزی سے جاری ہے اور عوامی مسائل کے حل کے لیے اقدامات کیے جا رہے ہیں۔ اجلاس میں مختلف امور پر تفصیلی غور کیا گیا اور متعلقہ محکموں کو ہدایات جاری کی گئیں۔ شرکاء نے اس بات پر اتفاق کیا کہ امن و امان کے قیام اور عوام کی فلاح و بہبود کے لیے مشترکہ کوششیں ضروری ہیں۔ تعلیم، صحت اور بنیادی ڈھانچے کی بہتری کے لیے خصوصی فنڈز مختص کیے گئے ہیں۔ کشمیر کی موجودہ صو: [628, 507, 745, 1047]
- notice-item: [753, 1046, 870, 1408]
- notice-body: کشمیر کی موجودہ صورتحال کے حوالے سے مختلف سیاسی و سماجی رہنماؤں نے اپنے بیانات میں کہا ہے کہ ریاست کے عوام اپنے حقوق کے لیے جدوجہد جاری رکھیں گے۔ حکومت کی جانب سے ترقیاتی منصوبوں پر کام تیزی سے جاری ہے اور عوامی مسائل کے حل کے لیے اقدامات کیے جا رہے ہیں۔ اجلاس میں مختلف امور پر تفصیلی غور کیا گیا اور متعلقہ محکموں کو ہدایات جاری کی گئیں۔ شرکاء نے اس بات پر ا: [753, 45, 870, 169]
- notice-item: [6, 1151, 123, 1482]
- notice-body: کشمیر کی موجودہ صورتحال کے حوالے سے مختلف سیاسی و سماجی رہنماؤں نے اپنے بیانات میں کہا ہے کہ ریاست کے عوام اپنے حقوق کے لیے جدوجہد جاری رکھیں گے۔ حکومت کی جانب سے ترقیاتی منصوبوں پر کام تیزی سے جاری ہے اور عوامی مسائل کے حل کے لیے اقدامات کیے جا رہے ہیں۔ اجلاس میں مختلف امور پر تفصیلی غور کیا گیا اور متعلقہ محکموں کو ہدایات جاری کی گئیں۔ شرکاء نے اس بات پر اتفاق کیا کہ امن و امان کے قیام اور عوام کی فلاح و بہبود کے لیے مشترکہ کوششیں ضروری ہیں۔ تعلیم، صحت اور بنیادی ڈھانچے کی بہتری کے لیے خصوصی فنڈز مختص کیے گئے ہیں۔ کشمیر کی موجودہ صورتحال کے حوالے سے مختلف سیاسی و سماج: [753, 511, 870, 708]
- notice-number: 43: [217, 694, 247, 710]
- notice-item: [380, 807, 497, 1045]
- notice-item: [629, 488, 746, 1048]
- notice-number: 34: [342, 232, 372, 248]
- notice-header: [753, 1414, 870, 1430]
- notice-number: 18: [591, 26, 621, 42]
- notice-label: ضروری اطلاعات: [8, 1045, 91, 1056]
- notice-label: ضروری اطلاعات: [755, 178, 838, 190]
- notice-label: ضروری اطلاعات: [257, 809, 340, 821]
- notice-body: کشمیر کی موجودہ صورتحال کے حوالے سے مختلف سیاسی و سماجی رہنماؤں نے اپنے بیانات میں کہا ہے کہ ریاست کے عوام اپنے حقوق کے لیے جدوجہد جاری رکھیں گے۔ حکومت کی جانب سے ترقیاتی منصوبوں پر کام تیزی سے جاری ہے اور عوامی مسائ: [753, 956, 870, 1039]
- notice-body: کشمیر کی موجودہ صورتحال کے حوالے سے مختلف سیاسی و سماجی رہنماؤں نے اپنے: [753, 1433, 870, 1464]
- notice-header: [380, 1050, 497, 1066]
- notice-body: کشمیر کی موجودہ صورتحال کے حوالے سے مختلف سیاسی و سماجی رہنماؤں نے اپنے بیانات میں کہا ہے کہ ریاست کے عوام اپنے حقوق کے لیے جدوجہد جاری رکھیں گے: [6, 653, 123, 705]
- notice-body: کشمیر کی موجودہ صورتحال کے حوالے سے مختلف سیاسی و سماجی رہنماؤں نے اپنے بیانات میں کہا ہے کہ ریاست کے عوام اپنے حقوق کے لیے جدوجہد جاری رکھیں گے۔ حکومت کی جانب سے ترقیاتی منصوبوں پر کام تیزی سے جاری ہے اور عوامی مسائ: [6, 1061, 123, 1144]
- notice-header: [255, 155, 372, 171]
- notice-number: 40: [217, 26, 247, 42]
- notice-number: 48: [93, 635, 123, 651]
- notice-item: [753, 492, 870, 709]
- notice-item: [131, 103, 248, 393]
- notice-label: ضروری اطلاعات: [630, 28, 713, 40]
- notice-label: ضروری اطلاعات: [132, 105, 215, 117]
- notice-label: ضروری اطلاعات: [8, 822, 91, 834]
- notice-item: [504, 829, 621, 994]
- notice-number: 7: [964, 1217, 994, 1233]
- notice-number: 51: [93, 1043, 123, 1059]
- notice-item: [255, 807, 372, 930]
- notice-label: ضروری اطلاعات: [8, 714, 91, 726]
- notice-header: [504, 829, 621, 845]
- notice-header: [878, 865, 995, 881]
- notice-label: ضروری اطلاعات: [132, 401, 215, 413]
- notice-body: کشمیر کی موجودہ صورتحال کے حوالے سے مختلف سیاسی و سماجی رہنماؤں نے اپنے بیانات میں کہا ہے کہ ریاست کے عوام اپنے حقوق کے لیے جدوجہد جاری رکھیں گے۔ حکومت کی جانب سے ترقیاتی منصوبوں پر کام تیزی سے جاری ہے اور عوامی مسائل کے حل کے لیے اقدامات کیے جا رہے ہیں۔ اجلاس میں مختلف امور پر تفصیلی غور کیا گیا اور متعلقہ محکموں کو ہدایات جاری کی گئیں۔ شرکاء نے اس بات پر اتفاق کیا کہ امن و امان کے قیام اور عوام کی فلاح و بہبود کے لیے مشترکہ کوششیں ضروری ہیں۔ تعلیم، صحت اور بنیادی ڈھانچے کی بہتری کے لیے خصوصی فنڈز مختص کیے گئے ہیں۔ کشمیر کی موجودہ صورتحال کے حوالے سے مختلف سیاسی و سماجی رہنماؤں نے اپنے بیانات میں کہا ہے کہ ریاست کے عوام اپنے حقوق کے لیے جدوجہد جاری رکھیں گے۔ حکومت کی جانب سے ترقیاتی منصوبوں پر کام تیزی سے جاری ہے اور عوامی مسائل کے حل کے لیے اقدامات کیے جا رہے ہیں۔ اجلاس میں مختلف امور پر تفصیلی غور کیا گیا اور متعلقہ محکموں کو ہدایات جاری کی گئیں۔ شرکاء نے اس بات پر اتفاق کیا کہ امن و امان کے قیام اور عوام کی فلاح و بہبود کے لیے مشترکہ کوششیں ضروری ہیں۔ تعلیم، صحت اور بنیادی ڈھانچے کی بہتری: [753, 1064, 870, 1407]
- notice-header: [753, 1046, 870, 1062]
- notice-label: ضروری اطلاعات: [630, 1056, 713, 1068]
- notice-label: ضروری اطلاعات: [381, 1052, 464, 1064]
- columns-container: [0, 23, 1000, 1712]
- notice-header: [380, 176, 497, 192]
- notice-number: 39: [342, 1044, 372, 1060]
- notice-body: کشمیر کی موجودہ صورتحال کے حوالے سے مختلف سیاسی و سماجی رہنماؤں نے اپنے بیانات میں کہا ہے کہ ریاست کے عوام اپنے حقوق کے لیے جدوجہد جاری رکھیں گے۔ حکومت کی جانب سے ترقیاتی منصوبوں پر کام تیزی سے جاری ہے اور عوامی مسائل کے حل کے لیے اقدامات کیے جا رہے ہیں۔ اجلاس میں مختلف امور پر تفصیلی غور کیا گیا اور متعلقہ محکموں کو ہدایات جاری کی گئیں۔ شرکاء نے اس بات پر ا: [877, 174, 994, 298]
- notice-item: [380, 26, 497, 170]
- notice-label: ضروری اطلاعات: [8, 637, 91, 648]
- notice-label: ضروری اطلاعات: [879, 1219, 962, 1231]
- notice-label: ضروری اطلاعات: [257, 457, 340, 469]
- notice-body: کشمیر کی موجودہ صورتحال کے حوالے سے مختلف سیاسی و سماجی رہنماؤں نے اپنے بیانات میں کہا ہے کہ ریاست کے عوام اپنے حقوق کے لیے جدوجہد جاری رکھیں گے۔ حکومت کی جانب سے ترقیاتی منصوبوں پر کام تیزی سے جاری ہے اور عوامی مسائل کے حل کے لیے اقدامات کیے جا رہے ہیں۔ اجلاس میں مختلف امور پر تفصیلی غور کیا گیا اور متعلقہ محکموں کو ہدایات جاری کی گئیں۔ شرکاء نے اس بات پر اتفاق کیا کہ امن و امان کے قیام اور عوام کی فلاح و بہبود کے لیے مشترکہ کوششیں ضروری ہیں۔ تعلیم، صحت اور بنیادی ڈھانچے کی بہتری کے لیے خصوصی فنڈز مختص کیے گئے ہیں۔ کشمیر کی موجودہ صورتحال کے حوالے سے مختلف سیاسی و سماجی رہنماؤں نے اپنے بیانات میں کہا ہے کہ ریاست کے عوام اپنے حقوق کے لیے جدوجہد جاری رکھیں گے۔ حکومت کی جانب سے ترقیاتی منصوبوں پر کام تیزی سے جاری ہے اور عوامی مسائل کے حل کے لیے اقدامات کیے جا رہے ہیں۔ اجلاس میں مختلف امور پر تفصیلی غور کیا گیا اور متعلقہ محکموں کو ہدایات جاری کی گئیں۔ شرکاء نے اس بات پر اتفاق کیا کہ امن و امان کے قیام اور عوام کی فلاح و بہبو: [6, 1169, 123, 1481]
- notice-body: کشمیر کی موجودہ صورتحال کے حوالے سے مختلف سیاسی و سماجی رہنماؤں نے اپنے بیانات میں کہا ہے کہ ریاست کے عوام اپنے حقوق کے لیے جدوجہد جاری رکھیں گے۔ حکومت کی جانب سے ترقیاتی منصوبوں پر کام تیزی سے جاری ہے اور عوامی مسائل کے حل کے لیے اقدامات کیے جا رہے ہیں۔ اجلاس میں مختلف امور پر تفصیلی غور کیا گیا اور متعلقہ محکموں کو ہدایات جاری کی گئیں۔ شرکاء نے اس بات پر اتفاق کیا کہ امن و امان کے قیام اور عوام کی فلاح و بہبود کے لیے مشترکہ کوششیں ضروری ہیں۔ تعلیم، صحت اور بنیادی ڈھانچے کی بہتری کے لیے خصوصی فنڈز مختص کیے گئے ہیں۔ کشمیر کی موجودہ صورتحال کے حوالے سے مختلف سیاسی و سماجی رہنماؤں نے اپنے بیانات میں کہا ہے کہ ریاست کے عوام اپنے حقوق کے لیے جدوجہد جاری رکھیں گے۔ حکومت کی جانب سے ترقیاتی منصوبوں پر کام تیزی سے جاری ہے اور عوامی مسائل کے حل کے لیے اقدامات کیے جا رہے ہیں۔ اجلاس میں مختلف امور پر تفصیلی غور کیا گیا اور متعلقہ محکموں کو ہدایات جاری کی گئیں۔ شرکاء نے اس بات پر اتفاق کیا کہ امن و امان کے قیام اور عوام کی فلاح و بہبود کے لیے مشترکہ کوششیں ضروری ہیں۔ تعلیم، صحت اور بنیادی ڈھانچے کی بہتری کے لیے خصوصی فنڈز مختص کیے گئے ہیں۔ کشمیر کی موجودہ صورتحال کے حوالے سے مختلف سیاسی و سماجی رہنماؤں نے اپنے بیانات میں کہا ہے کہ ریاست کے عوام اپنے حقوق کے لیے جدوجہد جاری رکھیں گے۔ حکومت کی جانب سے ترقیاتی منصوبوں پ: [130, 1008, 247, 1424]
- notice-number: 22: [591, 829, 621, 845]
- notice-number: 47: [93, 526, 123, 542]
- notice-label: ضروری اطلاعات: [132, 992, 215, 1004]
- notice-body: کشمیر کی موجودہ صورتحال کے حوالے سے مختلف سیاسی و سماجی رہنماؤں نے اپنے: [379, 1437, 496, 1468]
- notice-label: ضروری اطلاعات: [257, 28, 340, 40]
- notice-header: [878, 548, 995, 564]
- notice-item: [6, 133, 123, 464]
- notice-label: ضروری اطلاعات: [879, 1493, 962, 1505]
- notice-number: 33: [342, 155, 372, 171]
- notice-body: کشمیر کی موجودہ صورتحال کے حوالے سے مختلف سیاسی و سماجی رہنماؤں نے اپنے بیانات میں کہا ہے کہ ریاست کے عوام اپنے حقوق کے لیے جدوجہد جاری رکھیں گے۔ حکومت کی جانب سے ترقیاتی منصوبوں پر کام تیزی سے جاری ہے اور عوامی مسائل کے حل کے لیے اقدامات کیے جا رہے ہیں۔ اجلاس میں مختلف امور پر تفصیلی غور کیا گیا اور متعلقہ محکموں کو ہدایات جاری کی گئیں۔ شرکاء نے اس بات پر اتفاق کیا کہ امن و امان کے قیام اور عوام کی فلاح و بہبود کے لیے مشترکہ کوششیں ضروری ہیں۔ تعلیم، صحت اور بنیادی ڈھانچے کی بہتری کے لیے خصوصی فنڈز مختص کیے گئے ہیں۔ کشمیر کی موجودہ صورتحال کے حوالے سے مختلف سیاسی و سماجی رہنماؤں نے اپنے بیانات میں کہا ہے کہ ریاست کے عوام اپنے حقوق کے لیے جدوجہد جاری رکھیں گے۔ حکومت کی جانب سے ترقیاتی منصوبوں پر کام تیزی سے جاری ہے اور عوامی مسائل کے حل کے لیے اقدامات کیے جا رہے ہیں۔ اجلاس میں مختلف امور پر تفصیلی غور کیا گیا اور متعلقہ محکموں کو ہدایات جاری کی گئیں۔ شرکاء نے اس بات پر اتفاق کیا کہ امن و امان کے قیام اور عوام کی فلاح و بہبود کے لیے مشترکہ کوششیں ضروری ہیں۔ تعلیم، صحت اور بنیادی ڈھانچے کی بہتری کے لیے خصوصی فنڈز مختص کیے گئے ہیں۔ کشمیر کی موجودہ صورتحال کے حوالے سے مختلف سیاسی و سماجی رہنماؤں نے اپنے بیانات میں کہا ہے کہ ریاست کے عوام اپنے حقوق کے لیے جدوجہد جاری رکھیں گے۔ حکومت کی جانب سے ترقیاتی منصوبوں پر کام تیزی سے جاری ہے اور عوامی مسائل کے حل کے لیے اقدامات کیے جا رہے ہی: [628, 45, 745, 481]
- notice-item: [6, 1043, 123, 1145]
- notice-body: کشمیر کی موجودہ صورتحال کے حوالے سے مختلف سیاسی و سماجی رہنماؤں نے اپنے بیانات میں کہا ہے کہ ریاست کے عوام اپنے حقوق کے لیے جدوجہد جاری رکھیں گے: [255, 174, 372, 225]
- news-column: [128, 26, 250, 1712]
- notice-number: 31: [466, 1419, 496, 1435]
- notice-number: 1: [964, 26, 994, 42]
- notice-label: ضروری اطلاعات: [879, 28, 962, 40]
- notice-header: [6, 133, 123, 149]
- notice-label: ضروری اطلاعات: [8, 472, 91, 484]
- notice-header: [504, 659, 621, 675]
- notice-item: [255, 155, 372, 226]
- notice-item: [6, 526, 123, 628]
- notice-item: [380, 305, 497, 449]
- notice-body: کشمیر کی موجودہ صورتحال کے حوالے سے مختلف سیاسی و سماجی رہنماؤں نے اپنے بیانات میں کہا ہے کہ ریاست کے عوام اپنے حقوق کے لیے جدوجہد جاری رکھیں گے: [255, 473, 372, 525]
- notice-label: ضروری اطلاعات: [879, 550, 962, 562]
- notice-body: کشمیر کی موجودہ صورتحال کے حوالے سے مختلف سیاسی و سماجی رہنماؤں نے اپنے بیانات میں کہا ہے کہ ریاست کے عوام اپنے حقوق کے لیے جدوجہد جاری رکھیں گے۔ حکومت کی جانب سے ترقیاتی منصوبوں پر کام تیزی سے جاری ہے اور عوامی مسائ: [504, 1019, 621, 1101]
- notice-item: [131, 26, 248, 97]
- notice-label: ضروری اطلاعات: [8, 135, 91, 147]
- notice-number: 24: [466, 455, 496, 471]
- notice-header: [6, 635, 123, 651]
- notice-item: [504, 659, 621, 824]
- news-column: [875, 26, 997, 1712]
- masthead: [0, 0, 1000, 23]
- notice-number: 3: [964, 305, 994, 321]
- notice-item: [380, 657, 497, 801]
- notice-header: [255, 455, 372, 471]
- notice-header: [753, 938, 870, 954]
- notice-item: [629, 26, 746, 482]
- notice-number: 18: [715, 1054, 745, 1070]
- notice-header: [878, 1491, 995, 1507]
- notice-item: [878, 1140, 995, 1211]
- notice-header: [131, 399, 248, 415]
- notice-item: [131, 399, 248, 689]
- notice-item: [380, 455, 497, 651]
- news-column: [750, 26, 872, 1712]
- notice-header: [380, 26, 497, 42]
- notice-body: کشمیر کی موجودہ صورتحال کے حوالے سے مختلف سیاسی و سماجی رہنماؤں نے اپنے بیانات میں کہا ہے کہ ریاست کے عوام اپنے حقوق کے لیے جدوجہد جاری رکھیں گے۔ حکومت کی جانب سے ترقیاتی منصوبوں پر کام تیزی سے جاری ہے اور عوامی مسائل کے حل کے لیے اقدامات کیے جا رہے ہیں۔ اجلاس میں مختلف امور پر تفصیلی غور کیا گیا اور متعلقہ محکموں کو ہدایات جاری کی گئیں۔ شرکاء نے اس بات پر اتفاق کیا کہ امن و امان کے قیام اور عوام کی فلاح و بہبود کے لیے مشترکہ کوششیں ضروری ہیں۔ تعلیم، صحت اور بنیادی ڈھانچے کی بہتری کے لیے خصوصی فنڈز مختص کیے گئے ہیں۔ کشمیر کی موجودہ صورتحال کے حوالے سے مختلف سیاسی و سماجی رہنماؤں نے اپنے بیانات میں کہا ہے کہ ریاست کے عوام اپنے حقوق کے لیے جدوجہد جاری رکھیں گے۔ حکومت کی جانب سے ترقیاتی منصوبوں پر کام تیزی سے جاری ہے اور عوامی مسائل کے حل کے لیے اقدامات کیے جا رہے ہیں۔ اجلاس میں مختلف: [130, 417, 247, 687]
- notice-item: [878, 1217, 995, 1486]
- lost-notice-title: تلاش گمشدہ: [23, 31, 106, 46]
- notice-header: [6, 526, 123, 542]
